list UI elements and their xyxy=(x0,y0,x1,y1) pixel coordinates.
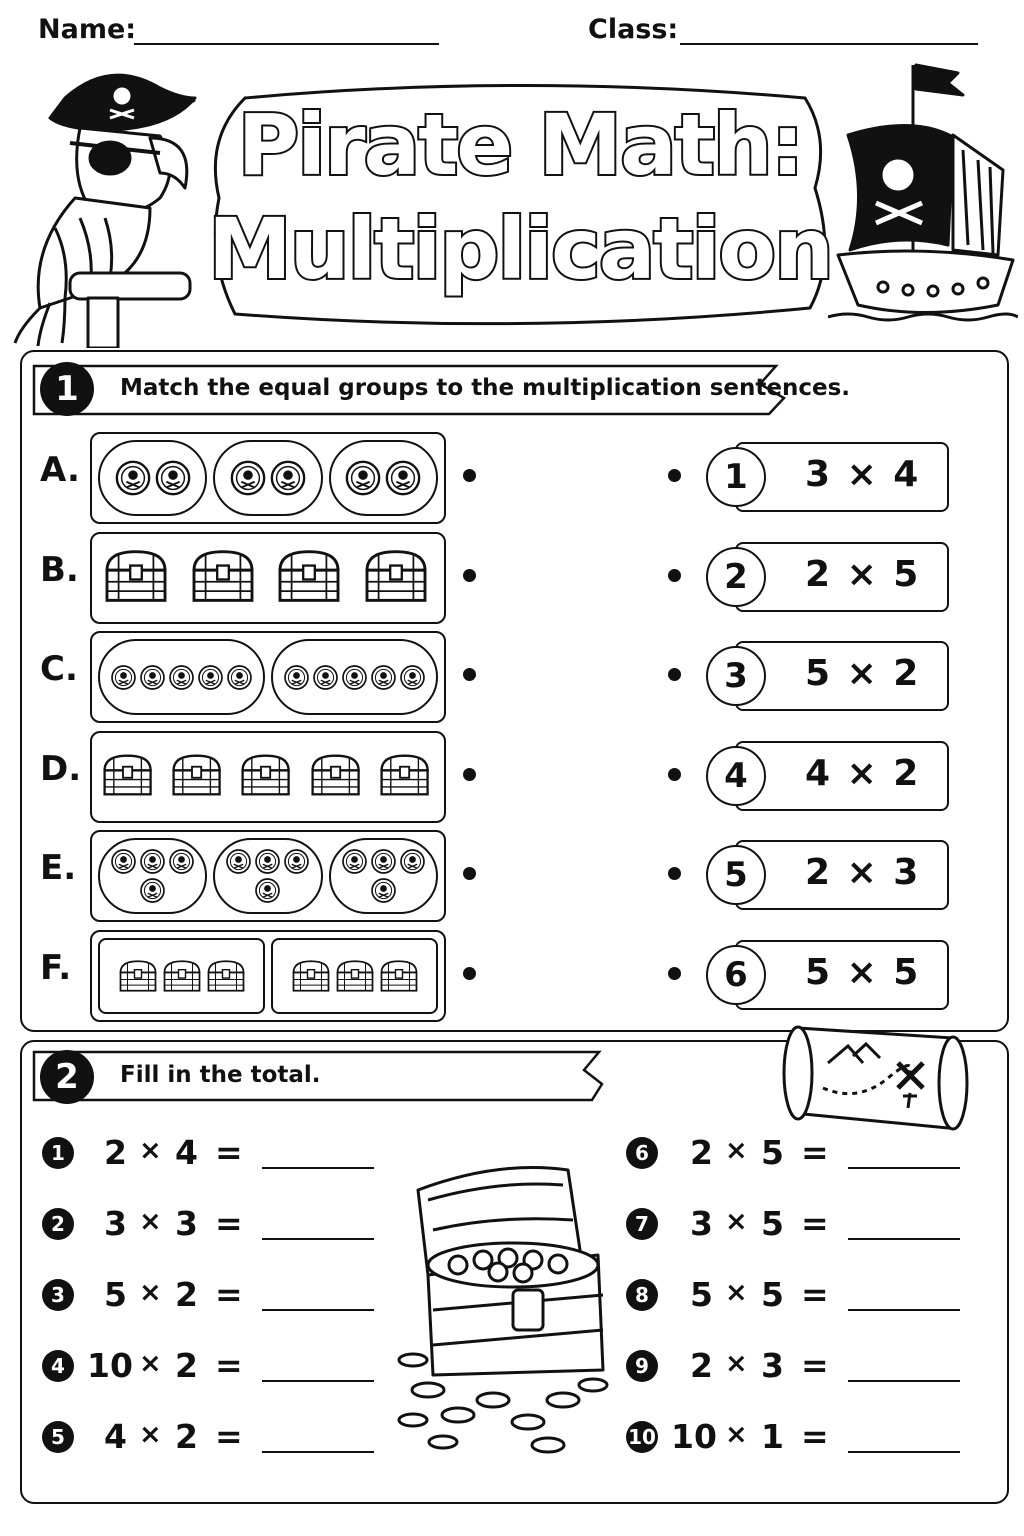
factor-a: 10 xyxy=(671,1417,717,1456)
group xyxy=(98,639,265,715)
section-1-instruction: Match the equal groups to the multiplication sentences. xyxy=(120,375,851,401)
question-number: 5 xyxy=(42,1421,74,1453)
coin-icon xyxy=(225,848,252,875)
group xyxy=(98,440,207,516)
question-number: 3 xyxy=(42,1279,74,1311)
group xyxy=(98,540,175,612)
equals-sign: = xyxy=(215,1133,243,1172)
parrot-icon xyxy=(10,58,205,348)
factor-b: 1 xyxy=(761,1417,784,1456)
title-line-2: Multiplication xyxy=(208,200,832,298)
answer-blank[interactable] xyxy=(848,1451,960,1453)
coin-icon xyxy=(110,848,137,875)
treasure-chest-icon xyxy=(100,746,155,804)
multiplication-sentence: 4 × 2 xyxy=(805,753,921,794)
group xyxy=(375,739,434,811)
multiplication-sentence: 5 × 5 xyxy=(805,952,921,993)
times-sign: × xyxy=(139,1277,162,1308)
factor-b: 5 xyxy=(761,1204,784,1243)
equals-sign: = xyxy=(215,1204,243,1243)
equals-sign: = xyxy=(801,1204,829,1243)
match-dot-right[interactable] xyxy=(668,867,681,880)
coin-icon xyxy=(399,848,426,875)
coin-icon xyxy=(344,459,382,497)
group xyxy=(98,938,265,1014)
times-sign: × xyxy=(725,1348,748,1379)
times-sign: × xyxy=(139,1419,162,1450)
coin-icon xyxy=(341,664,368,691)
times-sign: × xyxy=(139,1135,162,1166)
group xyxy=(98,739,157,811)
factor-a: 5 xyxy=(690,1275,713,1314)
group xyxy=(329,440,438,516)
group xyxy=(271,938,438,1014)
name-label: Name: xyxy=(38,14,137,45)
class-label: Class: xyxy=(588,14,679,45)
treasure-chest-icon xyxy=(238,746,293,804)
coin-icon xyxy=(139,664,166,691)
answer-blank[interactable] xyxy=(262,1167,374,1169)
treasure-chest-icon xyxy=(378,957,420,995)
pirate-ship-icon xyxy=(828,55,1018,335)
coin-icon xyxy=(399,664,426,691)
equals-sign: = xyxy=(801,1346,829,1385)
coin-icon xyxy=(254,877,281,904)
factor-b: 3 xyxy=(761,1346,784,1385)
times-sign: × xyxy=(725,1206,748,1237)
multiplication-sentence: 5 × 2 xyxy=(805,653,921,694)
coin-icon xyxy=(370,664,397,691)
title xyxy=(205,78,835,328)
group xyxy=(185,540,262,612)
answer-blank[interactable] xyxy=(848,1309,960,1311)
match-dot-left[interactable] xyxy=(463,569,476,582)
factor-b: 2 xyxy=(175,1346,198,1385)
factor-b: 2 xyxy=(175,1417,198,1456)
factor-b: 5 xyxy=(761,1275,784,1314)
coin-icon xyxy=(341,848,368,875)
group xyxy=(306,739,365,811)
sentence-number: 3 xyxy=(706,646,766,706)
times-sign: × xyxy=(725,1135,748,1166)
sentence-number: 1 xyxy=(706,447,766,507)
answer-blank[interactable] xyxy=(848,1238,960,1240)
match-dot-right[interactable] xyxy=(668,967,681,980)
section-1-badge: 1 xyxy=(40,362,94,416)
question-number: 2 xyxy=(42,1208,74,1240)
match-dot-left[interactable] xyxy=(463,768,476,781)
factor-b: 4 xyxy=(175,1133,198,1172)
treasure-chest-icon xyxy=(100,547,172,605)
match-dot-left[interactable] xyxy=(463,469,476,482)
answer-blank[interactable] xyxy=(262,1238,374,1240)
treasure-chest-icon xyxy=(187,547,259,605)
match-dot-right[interactable] xyxy=(668,668,681,681)
coin-icon xyxy=(110,664,137,691)
coin-icon xyxy=(254,848,281,875)
group xyxy=(98,838,207,914)
question-number: 10 xyxy=(626,1421,658,1453)
sentence-number: 5 xyxy=(706,845,766,905)
factor-b: 3 xyxy=(175,1204,198,1243)
coin-icon xyxy=(114,459,152,497)
treasure-chest-icon xyxy=(388,1160,623,1460)
coin-icon xyxy=(269,459,307,497)
coin-icon xyxy=(139,848,166,875)
group xyxy=(271,540,348,612)
coin-icon xyxy=(312,664,339,691)
coin-icon xyxy=(384,459,422,497)
row-letter: C. xyxy=(40,649,78,689)
treasure-chest-icon xyxy=(161,957,203,995)
question-number: 9 xyxy=(626,1350,658,1382)
coin-icon xyxy=(283,848,310,875)
section-2-instruction: Fill in the total. xyxy=(120,1062,321,1088)
sentence-number: 2 xyxy=(706,547,766,607)
treasure-chest-icon xyxy=(377,746,432,804)
answer-blank[interactable] xyxy=(262,1309,374,1311)
group xyxy=(329,838,438,914)
answer-blank[interactable] xyxy=(848,1167,960,1169)
row-letter: B. xyxy=(40,550,79,590)
equals-sign: = xyxy=(215,1417,243,1456)
match-dot-left[interactable] xyxy=(463,867,476,880)
treasure-chest-icon xyxy=(117,957,159,995)
multiplication-sentence: 3 × 4 xyxy=(805,454,921,495)
times-sign: × xyxy=(725,1419,748,1450)
section-2-badge: 2 xyxy=(40,1050,94,1104)
title-line-1: Pirate Math: xyxy=(237,96,803,194)
coin-icon xyxy=(197,664,224,691)
factor-a: 5 xyxy=(104,1275,127,1314)
group xyxy=(213,838,322,914)
sentence-number: 4 xyxy=(706,746,766,806)
multiplication-sentence: 2 × 5 xyxy=(805,554,921,595)
factor-a: 4 xyxy=(104,1417,127,1456)
question-number: 7 xyxy=(626,1208,658,1240)
factor-b: 2 xyxy=(175,1275,198,1314)
factor-a: 2 xyxy=(104,1133,127,1172)
answer-blank[interactable] xyxy=(848,1380,960,1382)
name-field[interactable] xyxy=(134,43,439,45)
match-dot-right[interactable] xyxy=(668,569,681,582)
factor-a: 2 xyxy=(690,1133,713,1172)
factor-a: 2 xyxy=(690,1346,713,1385)
factor-a: 10 xyxy=(87,1346,133,1385)
multiplication-sentence: 2 × 3 xyxy=(805,852,921,893)
coin-icon xyxy=(168,664,195,691)
question-number: 6 xyxy=(626,1137,658,1169)
treasure-chest-icon xyxy=(360,547,432,605)
question-number: 8 xyxy=(626,1279,658,1311)
treasure-chest-icon xyxy=(290,957,332,995)
sentence-number: 6 xyxy=(706,945,766,1005)
coin-icon xyxy=(154,459,192,497)
factor-a: 3 xyxy=(104,1204,127,1243)
times-sign: × xyxy=(139,1348,162,1379)
group xyxy=(213,440,322,516)
coin-icon xyxy=(229,459,267,497)
treasure-chest-icon xyxy=(205,957,247,995)
treasure-chest-icon xyxy=(169,746,224,804)
equals-sign: = xyxy=(215,1346,243,1385)
times-sign: × xyxy=(139,1206,162,1237)
group xyxy=(167,739,226,811)
coin-icon xyxy=(168,848,195,875)
equals-sign: = xyxy=(215,1275,243,1314)
answer-blank[interactable] xyxy=(262,1380,374,1382)
match-dot-left[interactable] xyxy=(463,668,476,681)
row-letter: D. xyxy=(40,749,82,789)
factor-b: 5 xyxy=(761,1133,784,1172)
coin-icon xyxy=(370,848,397,875)
question-number: 4 xyxy=(42,1350,74,1382)
equals-sign: = xyxy=(801,1133,829,1172)
coin-icon xyxy=(139,877,166,904)
row-letter: F. xyxy=(40,948,72,988)
row-letter: E. xyxy=(40,848,77,888)
group xyxy=(236,739,295,811)
coin-icon xyxy=(283,664,310,691)
treasure-chest-icon xyxy=(273,547,345,605)
treasure-chest-icon xyxy=(334,957,376,995)
row-letter: A. xyxy=(40,450,80,490)
question-number: 1 xyxy=(42,1137,74,1169)
treasure-map-icon xyxy=(768,1018,980,1138)
class-field[interactable] xyxy=(680,43,978,45)
factor-a: 3 xyxy=(690,1204,713,1243)
coin-icon xyxy=(226,664,253,691)
times-sign: × xyxy=(725,1277,748,1308)
answer-blank[interactable] xyxy=(262,1451,374,1453)
match-dot-right[interactable] xyxy=(668,469,681,482)
match-dot-right[interactable] xyxy=(668,768,681,781)
coin-icon xyxy=(370,877,397,904)
equals-sign: = xyxy=(801,1417,829,1456)
group xyxy=(271,639,438,715)
group xyxy=(358,540,435,612)
equals-sign: = xyxy=(801,1275,829,1314)
treasure-chest-icon xyxy=(308,746,363,804)
match-dot-left[interactable] xyxy=(463,967,476,980)
